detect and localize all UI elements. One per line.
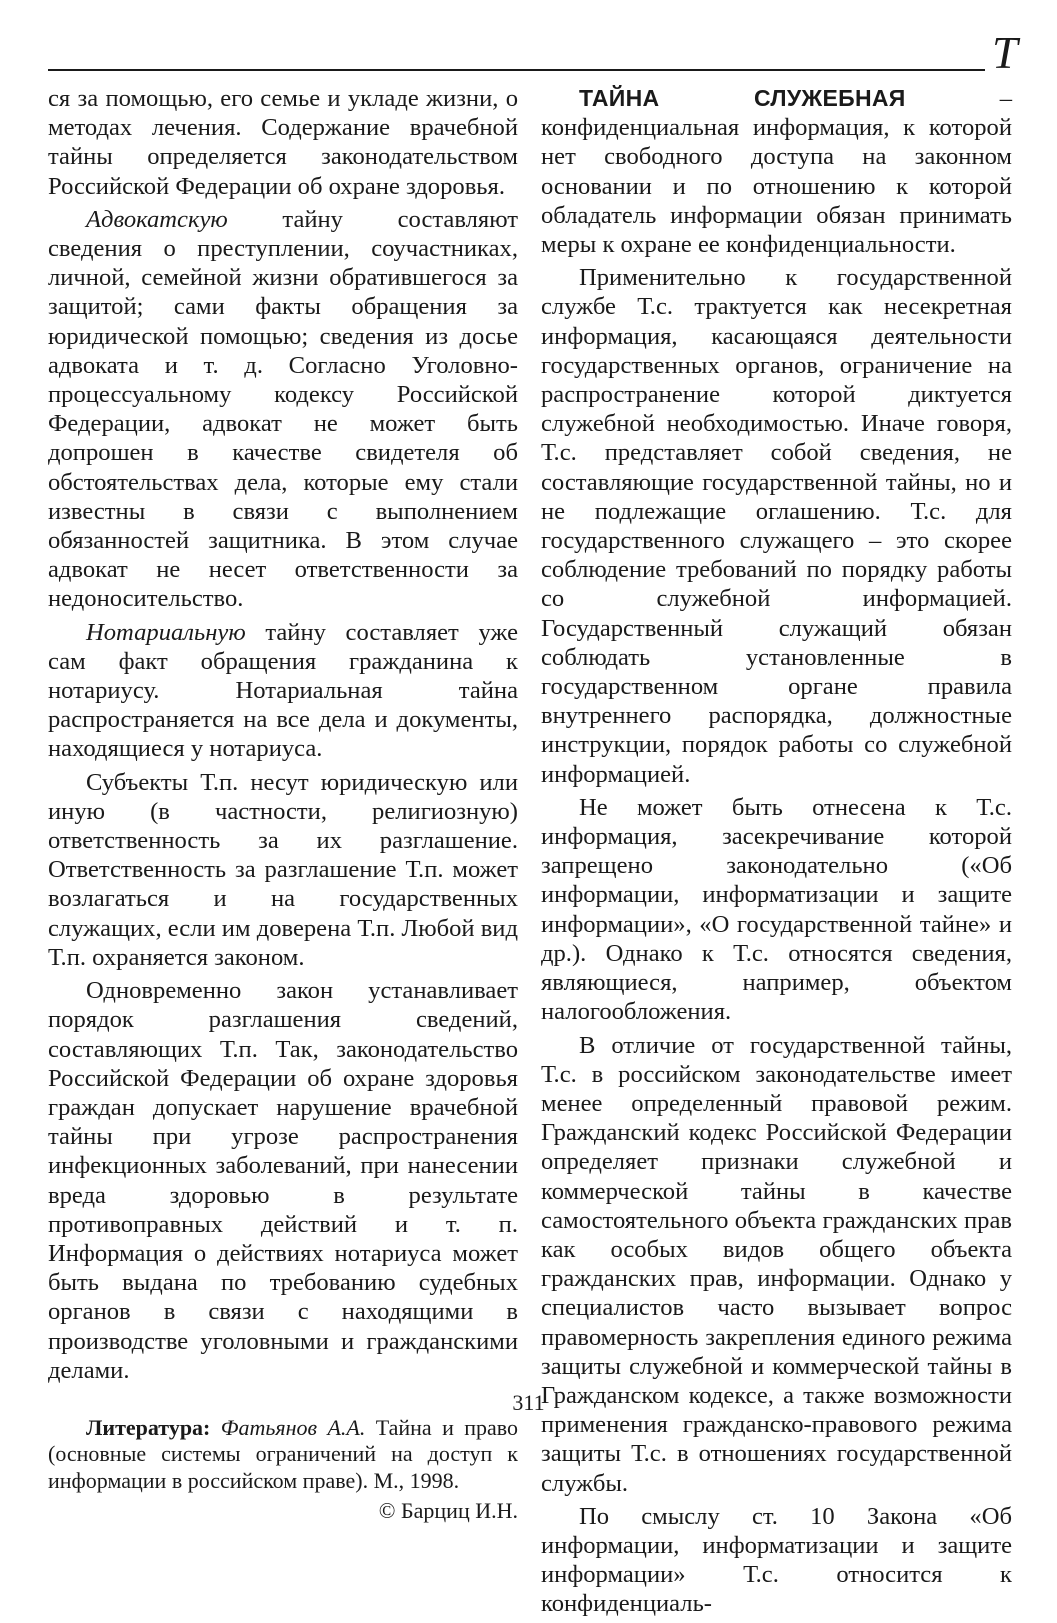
literature	[48, 1415, 518, 1495]
literature-text: Тайна и право (основные системы ограничений на доступ к информации в российском праве). М., 1998.	[48, 1414, 518, 1493]
section-letter: T	[992, 27, 1018, 78]
right-paragraph-5: По смыслу ст. 10 Закона «Об информации, информатизации и защите информации» Т.с. относится к конфиденциаль-	[541, 1502, 1012, 1618]
literature-author: Фатьянов А.А.	[220, 1414, 366, 1440]
notary-term: Нотариальную	[86, 618, 246, 646]
right-paragraph-1-text: – конфиденциальная информация, к которой нет свободного доступа на законном основании и по отношению к которой обладатель информации обязан принимать меры к охране ее конфиденциальности.	[541, 85, 1012, 259]
left-paragraph-3	[48, 618, 518, 764]
left-paragraph-5: Одновременно закон устанавливает порядок разглашения сведений, составляющих Т.п. Так, законодательство Российской Федерации об охране здоровья граждан допускает нарушение врачебной тайны при угрозе распространения инфекционных заболеваний, при нанесении вреда здоровью в результате противоправных действий и т. п. Информация о действиях нотариуса может быть выдана по требованию судебных органов в связи с находящими в производстве уголовными и гражданскими делами.	[48, 977, 518, 1384]
author-signature: © Барциц И.Н.	[378, 1498, 518, 1524]
advocate-term: Адвокатскую	[86, 205, 228, 233]
right-paragraph-2: Применительно к государственной службе Т.с. трактуется как несекретная информация, касающаяся деятельности государственных органов, ограничение на распространение которой диктуется служебной необходимостью. Иначе говоря, Т.с. представляет собой сведения, не составляющие государственной тайны, но и не подлежащие оглашению. Т.с. для государственного служащего – это скорее соблюдение требований по порядку работы со служебной информацией. Государственный служащий обязан соблюдать установленные в государственном органе правила внутреннего распорядка, должностные инструкции, порядок работы со служебной информацией.	[541, 264, 1012, 788]
entry-term: ТАЙНА СЛУЖЕБНАЯ	[579, 85, 906, 111]
right-paragraph-1	[541, 84, 1012, 259]
right-paragraph-4: В отличие от государственной тайны, Т.с. в российском законодательстве имеет менее определенный правовой режим. Гражданский кодекс Российской Федерации определяет признаки служебной и коммерческой тайны в качестве самостоятельного объекта гражданских прав как особых видов общего объекта гражданских прав, информации. Однако у специалистов часто вызывает вопрос правомерность закрепления единого режима защиты служебной и коммерческой тайны в Гражданском кодексе, а также возможности применения гражданско-правового режима защиты Т.с. в отношениях государственной службы.	[541, 1031, 1012, 1497]
page-number: 311	[512, 1390, 545, 1415]
literature-label: Литература:	[86, 1414, 211, 1440]
right-paragraph-3: Не может быть отнесена к Т.с. информация, засекречивание которой запрещено законодательно («Об информации, информатизации и защите информации», «О государственной тайне» и др.). Однако к Т.с. относятся сведения, являющиеся, например, объектом налогообложения.	[541, 793, 1012, 1026]
left-paragraph-3-text: тайну составляет уже сам факт обращения гражданина к нотариусу. Нотариальная тайна распространяется на все дела и документы, находящиеся у нотариуса.	[48, 618, 518, 763]
left-paragraph-2	[48, 205, 518, 614]
left-paragraph-4: Субъекты Т.п. несут юридическую или иную (в частности, религиозную) ответственность за их разглашение. Ответственность за разглашение Т.п. может возлагаться и на государственных служащих, если им доверена Т.п. Любой вид Т.п. охраняется законом.	[48, 768, 518, 971]
header-rule	[48, 69, 985, 71]
left-paragraph-1: ся за помощью, его семье и укладе жизни, о методах лечения. Содержание врачебной тайны определяется законодательством Российской Федерации об охране здоровья.	[48, 85, 518, 200]
left-column	[48, 84, 518, 1529]
left-paragraph-2-text: тайну составляют сведения о преступлении, соучастниках, личной, семейной жизни обратившегося за защитой; сами факты обращения за юридической помощью; сведения из досье адвоката и т. д. Согласно Уголовно-процессуальному кодексу Российской Федерации, адвокат не может быть допрошен в качестве свидетеля об обстоятельствах дела, которые ему стали известны в связи с выполнением обязанностей защитника. В этом случае адвокат не несет ответственности за недоносительство.	[48, 205, 518, 613]
